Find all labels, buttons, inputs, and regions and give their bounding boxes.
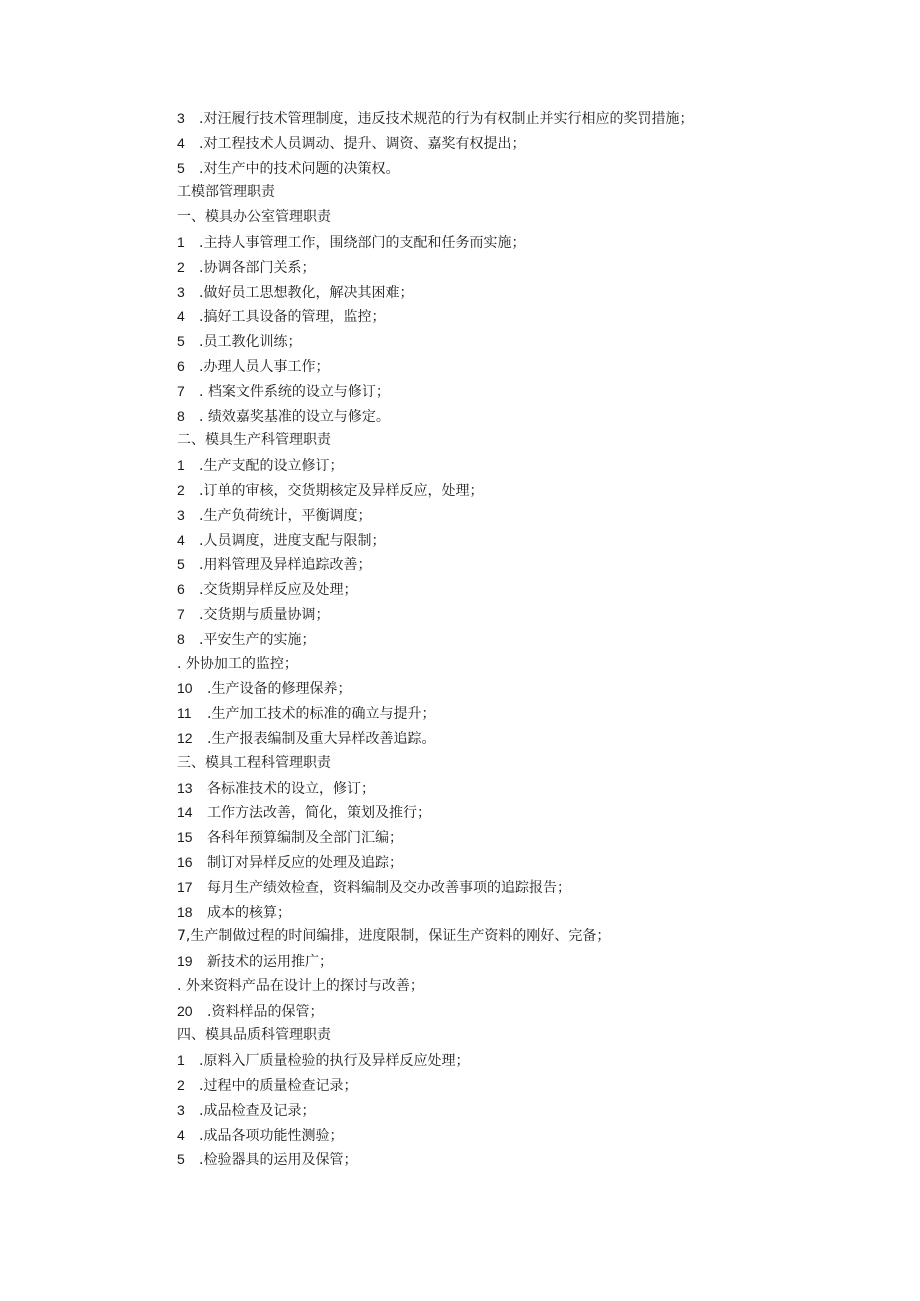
text-line xyxy=(177,875,877,900)
text-line xyxy=(177,453,877,478)
line-text: .资料样品的保管； xyxy=(207,1003,324,1020)
list-number: 19 xyxy=(177,953,193,970)
line-text: 成本的核算； xyxy=(207,904,291,921)
line-text: 各标准技术的设立，修订； xyxy=(207,780,375,797)
line-text: .协调各部门关系； xyxy=(199,259,316,276)
line-text: .交货期与质量协调； xyxy=(199,606,330,623)
line-text: .对生产中的技术问题的决策权。 xyxy=(199,160,400,177)
list-number: 3 xyxy=(177,110,185,126)
line-text: .成品检查及记录； xyxy=(199,1102,316,1119)
text-line xyxy=(177,627,877,652)
line-text: .用料管理及异样追踪改善； xyxy=(199,557,372,574)
line-text: . 外协加工的监控； xyxy=(177,655,298,672)
line-text: .生产支配的设立修订； xyxy=(199,458,344,475)
text-line xyxy=(177,825,877,850)
text-line xyxy=(177,354,877,379)
line-text: .检验器具的运用及保管； xyxy=(199,1152,358,1169)
text-line xyxy=(177,652,877,677)
list-number: 8 xyxy=(177,630,185,647)
line-text: 制订对异样反应的处理及追踪； xyxy=(207,854,403,871)
text-line xyxy=(177,999,877,1024)
list-number: 12 xyxy=(177,729,193,746)
text-line xyxy=(177,751,877,776)
text-line xyxy=(177,602,877,627)
text-line xyxy=(177,230,877,255)
list-number: 4 xyxy=(177,308,185,325)
line-text: 工模部管理职责 xyxy=(177,184,275,201)
list-number: 11 xyxy=(177,705,192,722)
text-line xyxy=(177,552,877,577)
line-text: .交货期异样反应及处理； xyxy=(199,582,358,599)
list-number: 5 xyxy=(177,333,185,350)
text-line xyxy=(177,1023,877,1048)
text-line xyxy=(177,577,877,602)
line-text: . 外来资料产品在设计上的探讨与改善； xyxy=(177,977,424,994)
list-number: 18 xyxy=(177,903,193,920)
list-number: 5 xyxy=(177,1151,185,1168)
list-number: 8 xyxy=(177,407,185,424)
line-text: .人员调度，进度支配与限制； xyxy=(199,532,386,549)
list-number: 1 xyxy=(177,233,185,250)
list-number: 15 xyxy=(177,829,193,846)
text-line xyxy=(177,503,877,528)
text-line xyxy=(177,800,877,825)
list-number: 1 xyxy=(177,1052,185,1069)
text-line xyxy=(177,180,877,205)
text-line xyxy=(177,1123,877,1148)
text-line xyxy=(177,924,877,949)
list-number: 10 xyxy=(177,680,193,697)
list-number: 2 xyxy=(177,481,185,498)
text-line xyxy=(177,404,877,429)
list-number: 4 xyxy=(177,1126,185,1143)
list-number: 20 xyxy=(177,1002,193,1019)
text-line xyxy=(177,1098,877,1123)
list-number: 4 xyxy=(177,531,185,548)
line-text: 三、模具工程科管理职责 xyxy=(177,754,331,771)
list-number: 3 xyxy=(177,1101,185,1118)
line-text: . 绩效嘉奖基准的设立与修定。 xyxy=(199,408,390,425)
line-text: .对工程技术人员调动、提升、调资、嘉奖有权提出； xyxy=(199,135,526,152)
line-text: 7,生产制做过程的时间编排，进度限制，保证生产资料的刚好、完备； xyxy=(177,928,611,945)
list-number: 5 xyxy=(177,159,185,176)
text-line xyxy=(177,949,877,974)
line-text: .办理人员人事工作； xyxy=(199,358,330,375)
document-body xyxy=(177,106,877,1172)
list-number: 13 xyxy=(177,779,193,796)
list-number: 3 xyxy=(177,283,185,300)
line-text: .订单的审核，交货期核定及异样反应，处理； xyxy=(199,482,484,499)
text-line xyxy=(177,428,877,453)
list-number: 6 xyxy=(177,581,185,598)
line-text: .生产负荷统计，平衡调度； xyxy=(199,507,372,524)
text-line xyxy=(177,701,877,726)
text-line xyxy=(177,131,877,156)
list-number: 3 xyxy=(177,506,185,523)
text-line xyxy=(177,280,877,305)
list-number: 7 xyxy=(177,382,185,399)
list-number: 17 xyxy=(177,878,193,895)
line-text: .生产设备的修理保养； xyxy=(207,681,352,698)
line-text: 各科年预算编制及全部门汇编； xyxy=(207,830,403,847)
text-line xyxy=(177,478,877,503)
line-text: 一、模具办公室管理职责 xyxy=(177,209,331,226)
text-line xyxy=(177,379,877,404)
list-number: 6 xyxy=(177,357,185,374)
list-number: 2 xyxy=(177,258,185,275)
line-text: .主持人事管理工作，围绕部门的支配和任务而实施； xyxy=(199,234,526,251)
text-line xyxy=(177,776,877,801)
line-text: .过程中的质量检查记录； xyxy=(199,1078,358,1095)
line-text: .原料入厂质量检验的执行及异样反应处理； xyxy=(199,1053,470,1070)
text-line xyxy=(177,1147,877,1172)
line-text: 每月生产绩效检查，资料编制及交办改善事项的追踪报告； xyxy=(207,879,571,896)
line-text: 工作方法改善，简化，策划及推行； xyxy=(207,805,431,822)
text-line xyxy=(177,255,877,280)
line-text: .生产报表编制及重大异样改善追踪。 xyxy=(207,730,436,747)
line-text: .搞好工具设备的管理，监控； xyxy=(199,309,386,326)
text-line xyxy=(177,304,877,329)
list-number: 14 xyxy=(177,804,193,821)
text-line xyxy=(177,1048,877,1073)
line-text: .员工教化训练； xyxy=(199,334,302,351)
line-text: .成品各项功能性测验； xyxy=(199,1127,344,1144)
text-line xyxy=(177,974,877,999)
list-number: 4 xyxy=(177,134,185,151)
text-line xyxy=(177,1073,877,1098)
line-text: 新技术的运用推广； xyxy=(207,954,333,971)
line-text: 二、模具生产科管理职责 xyxy=(177,432,331,449)
text-line xyxy=(177,205,877,230)
text-line xyxy=(177,726,877,751)
text-line xyxy=(177,156,877,181)
list-number: 7 xyxy=(177,605,185,622)
list-number: 1 xyxy=(177,457,185,474)
line-text: .生产加工技术的标准的确立与提升； xyxy=(207,706,436,723)
line-text: . 档案文件系统的设立与修订； xyxy=(199,383,390,400)
text-line xyxy=(177,329,877,354)
line-text: .做好员工思想教化，解决其困难； xyxy=(199,284,414,301)
text-line xyxy=(177,528,877,553)
list-number: 5 xyxy=(177,556,185,573)
line-text: 四、模具品质科管理职责 xyxy=(177,1027,331,1044)
list-number: 2 xyxy=(177,1077,185,1094)
text-line xyxy=(177,900,877,925)
line-text: .对汪履行技术管理制度，违反技术规范的行为有权制止并实行相应的奖罚措施； xyxy=(199,111,694,127)
line-text: .平安生产的实施； xyxy=(199,631,316,648)
text-line xyxy=(177,106,877,131)
text-line xyxy=(177,676,877,701)
text-line xyxy=(177,850,877,875)
list-number: 16 xyxy=(177,853,193,870)
